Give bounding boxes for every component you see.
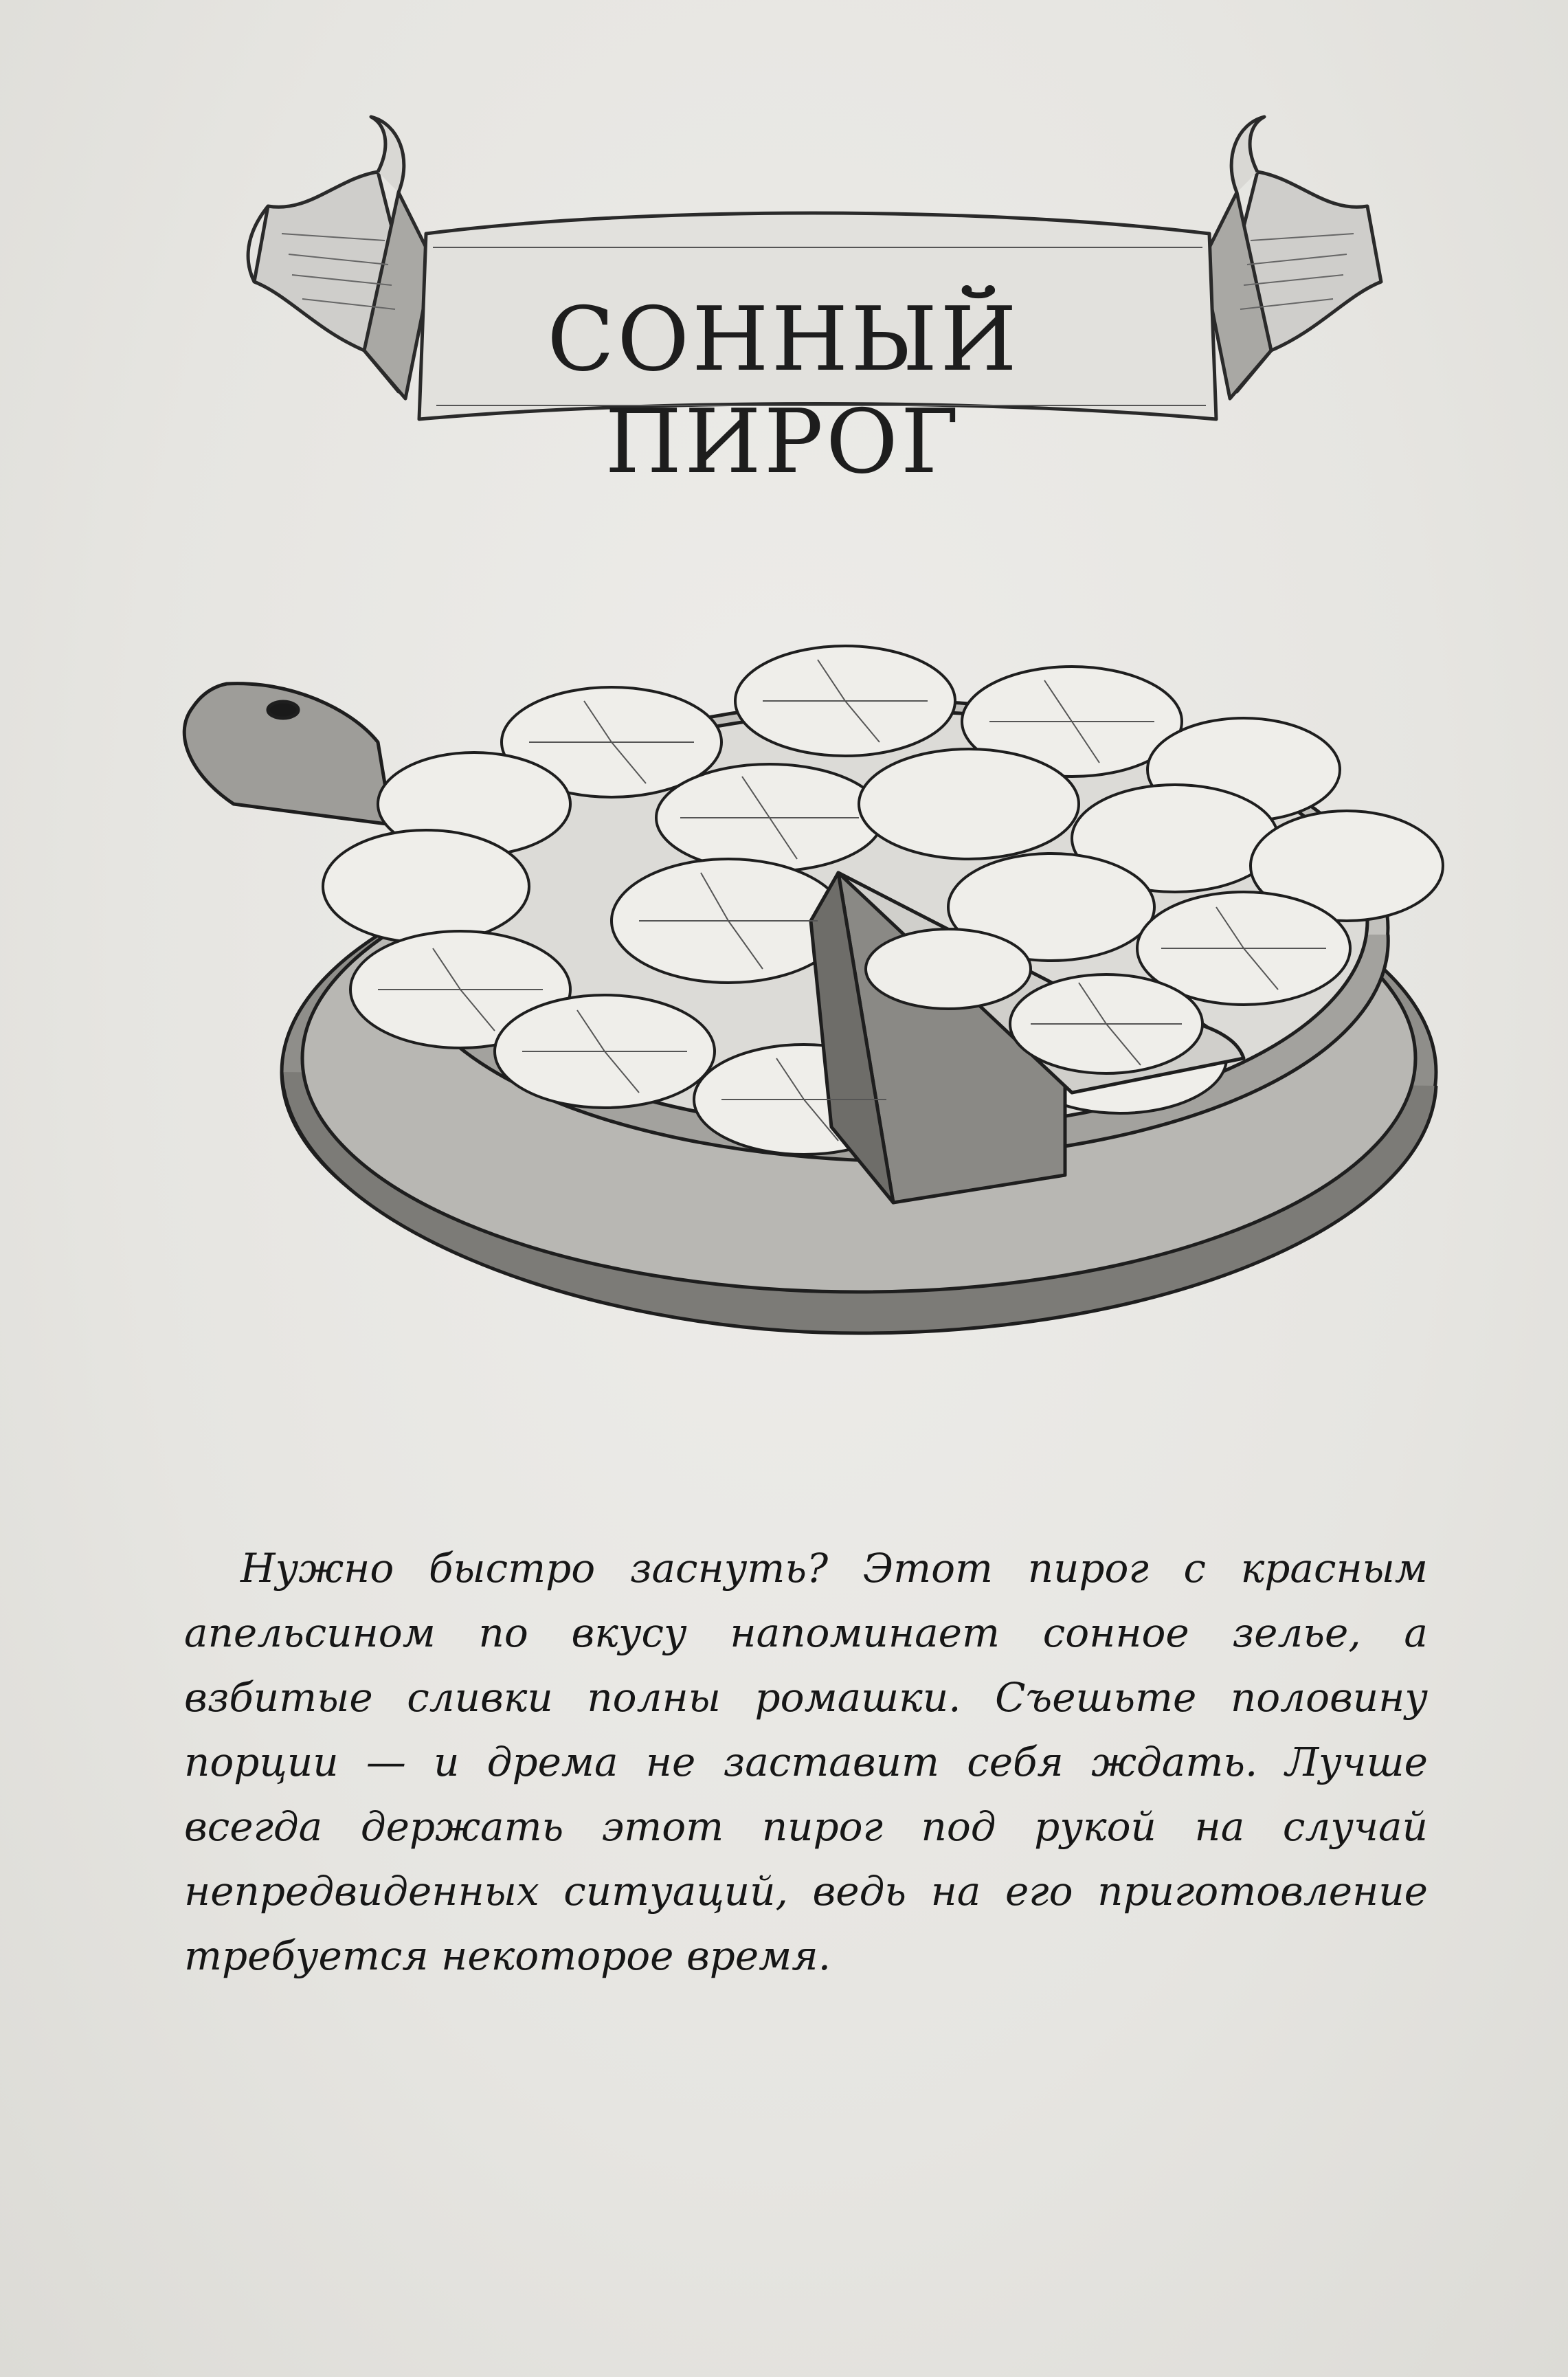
description-paragraph: Нужно быстро заснуть? Этот пирог с красным апельсином по вкусу напоминает сонное зелье, а взбитые сливки полны ромашки. Съешьте половину порции — и дрема не заставит себя ждать. Лучше всегда держать этот пирог под рукой на случай непредвиденных ситуаций, ведь на его приготовление требуется некоторое время.	[184, 1545, 1428, 1979]
pie-illustration	[172, 605, 1450, 1422]
recipe-description	[184, 1536, 1428, 1988]
recipe-title: СОННЫЙ ПИРОГ	[547, 289, 1020, 493]
